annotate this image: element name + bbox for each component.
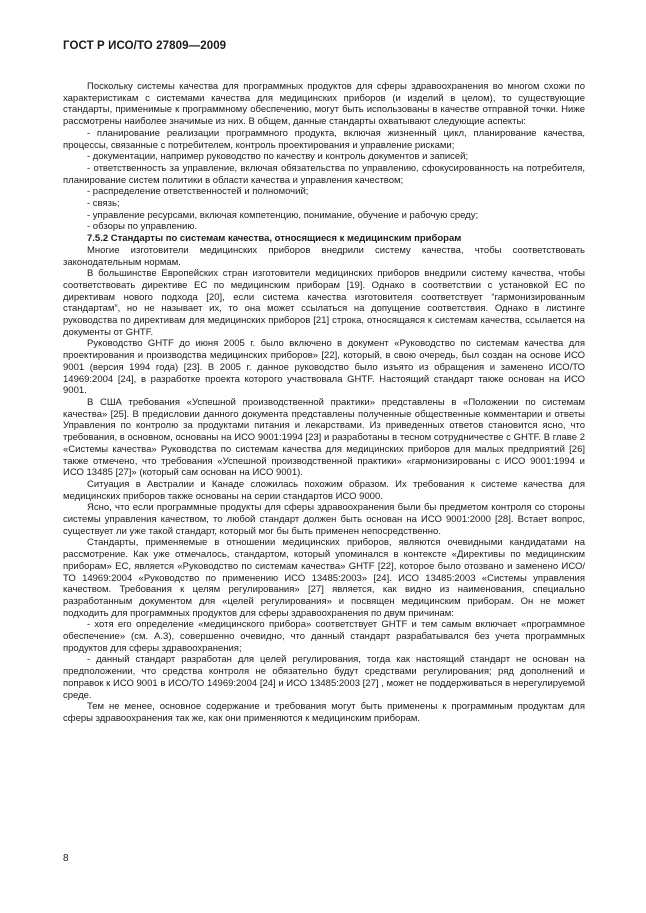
- paragraph: Ситуация в Австралии и Канаде сложилась похожим образом. Их требования к системе качества для медицинских приборов также основаны на серии стандартов ИСО 9000.: [63, 478, 585, 502]
- list-item: - обзоры по управлению.: [87, 221, 198, 233]
- paragraph: Тем не менее, основное содержание и требования могут быть применены к программным продуктам для сферы здравоохранения так же, как они применяются к медицинским приборам.: [63, 701, 585, 724]
- list-item: - связь;: [87, 198, 120, 210]
- section-heading: 7.5.2 Стандарты по системам качества, относящиеся к медицинским приборам: [87, 233, 462, 245]
- paragraph: Ясно, что если программные продукты для сферы здравоохранения были бы предметом контроля со стороны системы управления качеством, то любой стандарт должен быть основан на ИСО 9001:2000 [28]. Встает вопрос, существует ли уже такой стандарт, который мог бы быть применен непосредственно.: [63, 502, 585, 537]
- paragraph: Многие изготовители медицинских приборов внедрили систему качества, чтобы соответствовать законодательным нормам.: [63, 244, 585, 268]
- paragraph: Руководство GHTF до июня 2005 г. было включено в документ «Руководство по системам качества для проектирования и производства медицинских приборов» [22], который, в свою очередь, был создан на основе ИСО 9001 (версия 1994 года) [23]. В 2005 г. данное руководство было изъято из обращения и заменено ИСО/ТО 14969:2004 [24], в разработке проекта которого участвовала GHTF. Настоящий стандарт также основан на ИСО 9001.: [63, 338, 585, 397]
- list-item: - распределение ответственностей и полномочий;: [87, 186, 309, 198]
- page-header-title: ГОСТ Р ИСО/ТО 27809—2009: [63, 40, 227, 52]
- paragraph: В большинстве Европейских стран изготовители медицинских приборов внедрили систему качества, чтобы соответствовать директиве ЕС по медицинским приборам [19]. Однако в соответствии с установкой ЕС по директивам нового подхода [20], если система качества изготовителя соответствует “гармонизированным стандартам”, но не называет их, то она может ссылаться на допущение соответствия. Однако в листинге руководства по директивам для медицинских приборов [21] строка, относящаяся к системам качества, ссылается на документы от GHTF.: [63, 268, 585, 338]
- document-body: [63, 81, 585, 725]
- list-item: - управление ресурсами, включая компетенцию, понимание, обучение и рабочую среду;: [87, 209, 479, 221]
- list-item: - документации, например руководство по качеству и контроль документов и записей;: [87, 151, 469, 163]
- list-item: - данный стандарт разработан для целей регулирования, тогда как настоящий стандарт не основан на предположении, что средства контроля не обязательно будут средствами регулирования; ряд дополнений и поправок к ИСО 9001 в ИСО/ТО 14969:2004 [24] и ИСО 13485:2003 [27] , может не поддерживаться в нерегулируемой среде.: [63, 654, 585, 701]
- page-number: 8: [63, 853, 69, 864]
- list-item: - планирование реализации программного продукта, включая жизненный цикл, планирование качества, процессы, связанные с потребителем, контроль проектирования и управление рисками;: [63, 127, 585, 151]
- paragraph: Поскольку системы качества для программных продуктов для сферы здравоохранения во многом схожи по характеристикам с системами качества для медицинских приборов (и изделий в целом), то существующие стандарты, применимые к программному обеспечению, могут быть использованы в качестве отправной точки. Ниже рассмотрены наиболее значимые из них. В общем, данные стандарты охватывают следующие аспекты:: [63, 81, 585, 128]
- paragraph: В США требования «Успешной производственной практики» представлены в «Положении по системам качества» [25]. В предисловии данного документа представлены полученные общественные комментарии и ответы Управления по контролю за продуктами питания и лекарствами. Из приведенных ответов становится ясно, что требования, в основном, основаны на ИСО 9001:1994 [23] и разработаны в тесном сотрудничестве с GHTF. В главе 2 «Системы качества» Руководства по системам качества для медицинских приборов для малых предприятий [26] также отмечено, что требования «Успешной производственной практики» «гармонизированы с ИСО 9001:1994 и ИСО 13485 [27]» (который сам основан на ИСО 9001).: [63, 396, 585, 479]
- list-item: - ответственность за управление, включая обязательства по управлению, сфокусированность на потребителя, планирование систем политики в области качества и управления качеством;: [63, 162, 585, 186]
- list-item: - хотя его определение «медицинского прибора» соответствует GHTF и тем самым включает «программное обеспечение» (см. А.3), совершенно очевидно, что данный стандарт разрабатывался без учета программных продуктов для сферы здравоохранения;: [63, 619, 585, 654]
- paragraph: Стандарты, применяемые в отношении медицинских приборов, являются очевидными кандидатами на рассмотрение. Как уже отмечалось, стандартом, который упоминался в контексте «Директивы по медицинским приборам» ЕС, является «Руководство по системам качества» GHTF [22], которое было отозвано и заменено ИСО/ТО 14969:2004 «Руководство по применению ИСО 13485:2003» [24]. ИСО 13485:2003 «Системы управления качеством. Требования к целям регулирования» [27] является, как видно из наименования, специально разработанным документом для «целей регулирования» и посвящен медицинским приборам. Он не может подходить для программных продуктов для сферы здравоохранения по двум причинам:: [63, 537, 585, 619]
